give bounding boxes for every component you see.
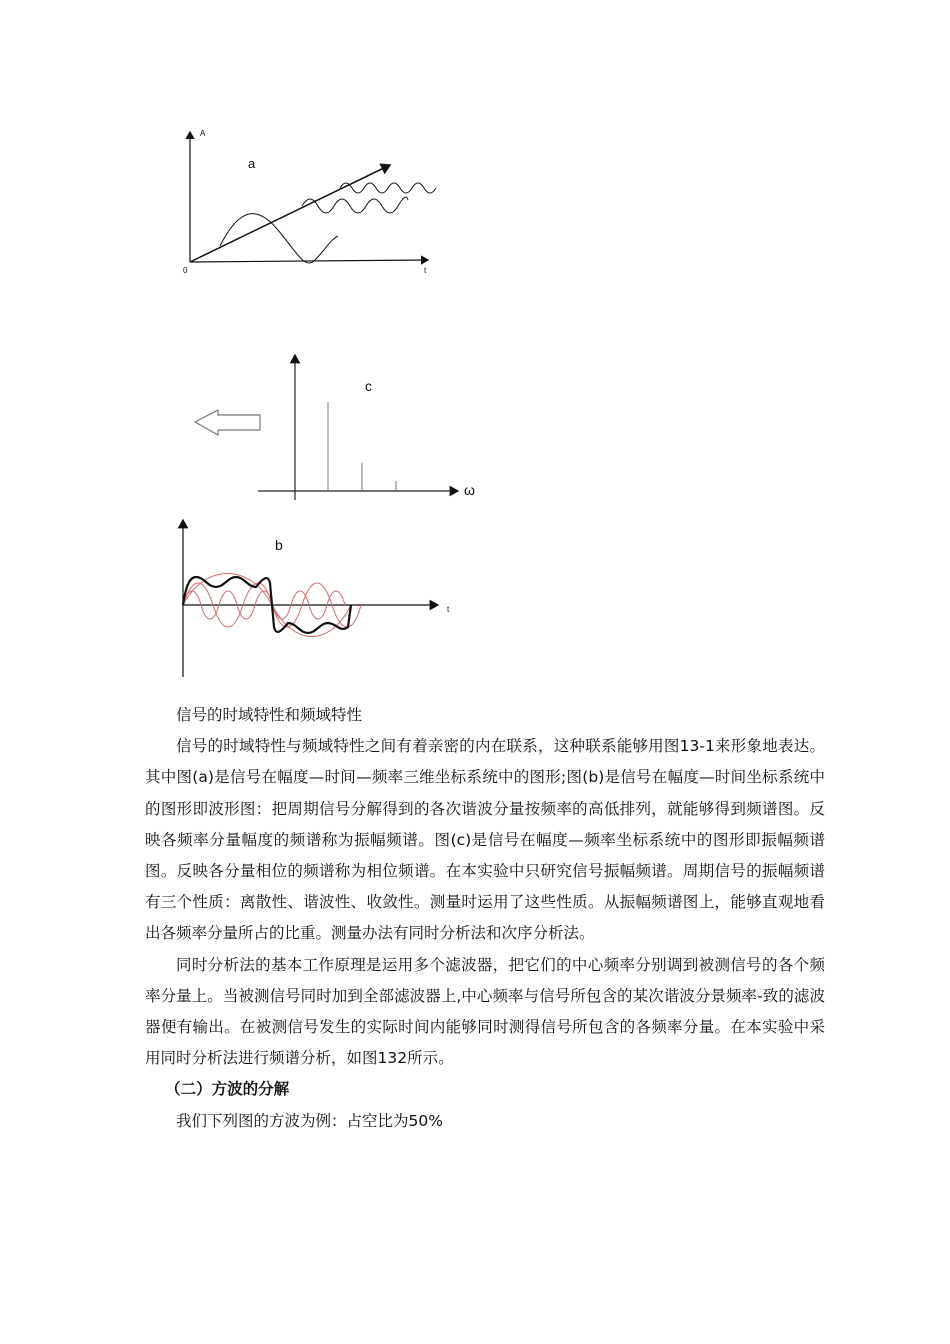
figure-a-x-axis (190, 260, 428, 262)
figure-b-panel-label: b (275, 537, 283, 553)
figure-a-origin-label: 0 (183, 266, 188, 275)
figure-a-panel-label: a (248, 156, 256, 171)
figure-a-3d-diagram (160, 120, 460, 290)
figure-c-x-label: ω (464, 482, 475, 498)
paragraph-simultaneous-analysis: 同时分析法的基本工作原理是运用多个滤波器，把它们的中心频率分别调到被测信号的各个频率分量上。当被测信号同时加到全部滤波器上,中心频率与信号所包含的某次谐波分景频率-致的滤波器便有输出。在被测信号发生的实际时间内能够同时测得信号所包含的各频率分量。在本实验中采用同时分析法进行频谱分析，如图132所示。 (145, 955, 825, 1068)
figure-a-y-label: A (200, 129, 206, 138)
figure-b-x-label: t (447, 605, 450, 614)
figure-caption: 信号的时域特性和频域特性 (176, 706, 363, 724)
body-text (145, 700, 825, 1137)
figure-c-spectrum (180, 345, 490, 510)
figure-a-third-harmonic (340, 183, 436, 193)
figure-c-panel-label: c (365, 378, 372, 394)
paragraph-square-wave: 我们下列图的方波为例：占空比为50% (176, 1111, 443, 1130)
figure-b-waveform (160, 515, 470, 685)
figure-c-hollow-arrow-icon (195, 410, 260, 435)
paragraph-time-frequency: 信号的时域特性与频域特性之间有着亲密的内在联系，这种联系能够用图13-1来形象地表达。其中图(a)是信号在幅度—时间—频率三维坐标系统中的图形;图(b)是信号在幅度—时间坐标系统中的图形即波形图：把周期信号分解得到的各次谐波分量按频率的高低排列，就能够得到频谱图。反映各频率分量幅度的频谱称为振幅频谱。图(c)是信号在幅度—频率坐标系统中的图形即振幅频谱图。反映各分量相位的频谱称为相位频谱。在本实验中只研究信号振幅频谱。周期信号的振幅频谱有三个性质：离散性、谐波性、收敛性。测量时运用了这些性质。从振幅频谱图上，能够直观地看出各频率分量所占的比重。测量办法有同时分析法和次序分析法。 (145, 737, 825, 943)
figure-a-x-label: t (424, 266, 427, 275)
figure-a-frequency-axis (190, 165, 390, 262)
section-heading: （二）方波的分解 (165, 1080, 290, 1099)
